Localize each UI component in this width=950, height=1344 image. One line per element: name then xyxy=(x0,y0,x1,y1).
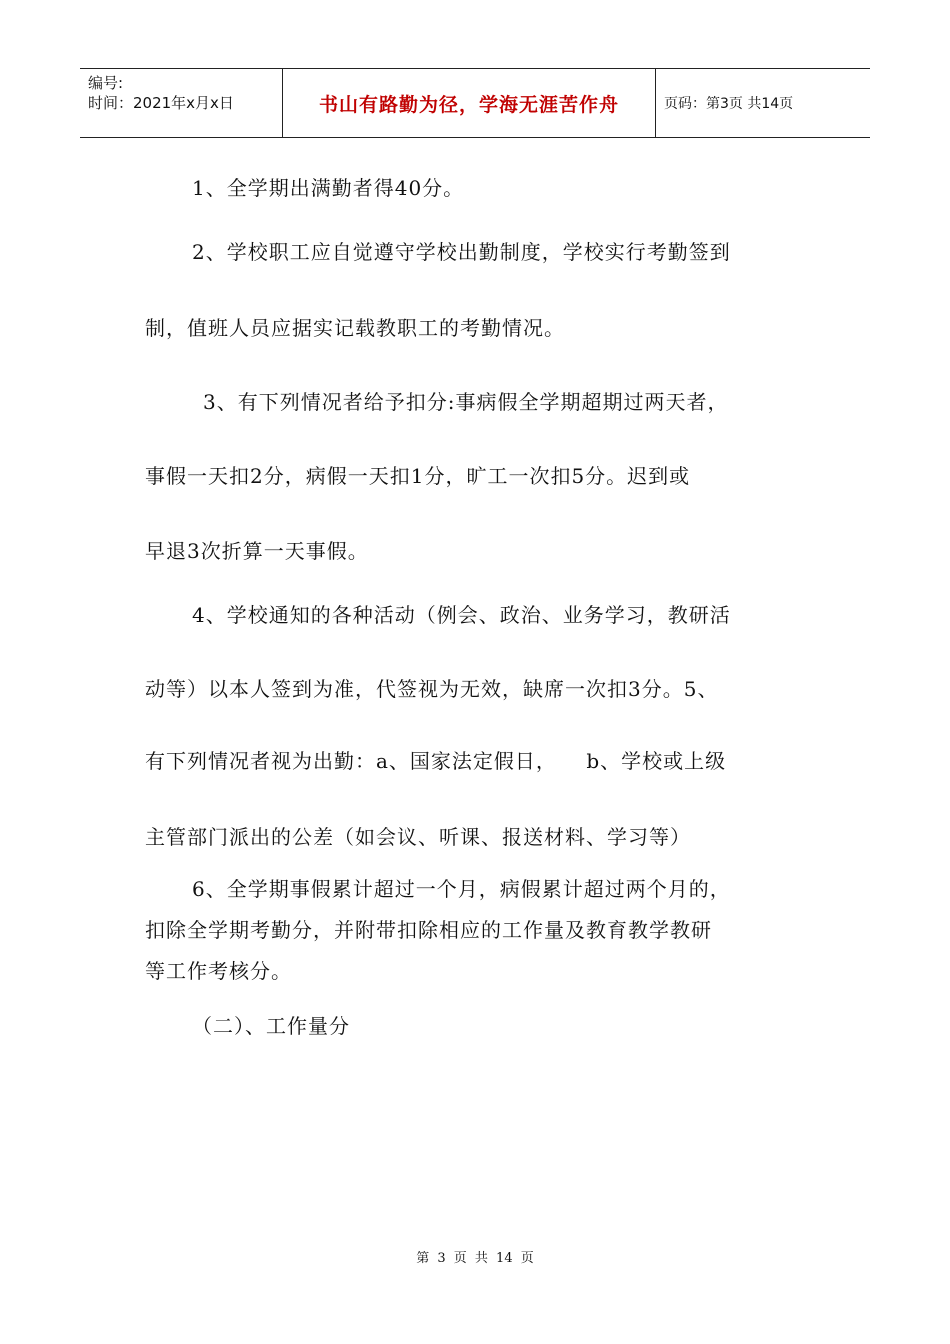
header-page-cell xyxy=(656,69,870,137)
body-line: 等工作考核分。 xyxy=(145,959,292,983)
body-line: 1、全学期出满勤者得40分。 xyxy=(192,176,465,200)
section-heading: （二）、工作量分 xyxy=(192,1014,350,1038)
body-line: 有下列情况者视为出勤：a、国家法定假日， b、学校或上级 xyxy=(145,749,727,773)
footer-page-number: 第 3 页 共 14 页 xyxy=(416,1251,534,1266)
body-line: 动等）以本人签到为准，代签视为无效，缺席一次扣3分。5、 xyxy=(145,677,719,701)
body-line: 6、全学期事假累计超过一个月，病假累计超过两个月的， xyxy=(192,877,731,901)
body-line: 制，值班人员应据实记载教职工的考勤情况。 xyxy=(145,316,565,340)
header-page-info: 页码：第3页 共14页 xyxy=(664,96,794,112)
header-slogan-cell xyxy=(283,69,656,137)
body-line: 4、学校通知的各种活动（例会、政治、业务学习，教研活 xyxy=(192,603,731,627)
doc-number-label: 编号: xyxy=(88,74,124,92)
header-meta-cell xyxy=(80,69,283,137)
body-line: 2、学校职工应自觉遵守学校出勤制度，学校实行考勤签到 xyxy=(192,240,731,264)
body-line: 事假一天扣2分，病假一天扣1分，旷工一次扣5分。迟到或 xyxy=(145,464,691,488)
page-footer xyxy=(0,1247,950,1266)
body-line: 3、有下列情况者给予扣分:事病假全学期超期过两天者， xyxy=(203,390,729,414)
page-header xyxy=(80,68,870,138)
header-slogan: 书山有路勤为径，学海无涯苦作舟 xyxy=(318,93,619,116)
body-line: 主管部门派出的公差（如会议、听课、报送材料、学习等） xyxy=(145,825,691,849)
body-line: 扣除全学期考勤分，并附带扣除相应的工作量及教育教学教研 xyxy=(145,918,712,942)
doc-time-label: 时间：2021年x月x日 xyxy=(88,94,234,112)
body-line: 早退3次折算一天事假。 xyxy=(145,539,369,563)
